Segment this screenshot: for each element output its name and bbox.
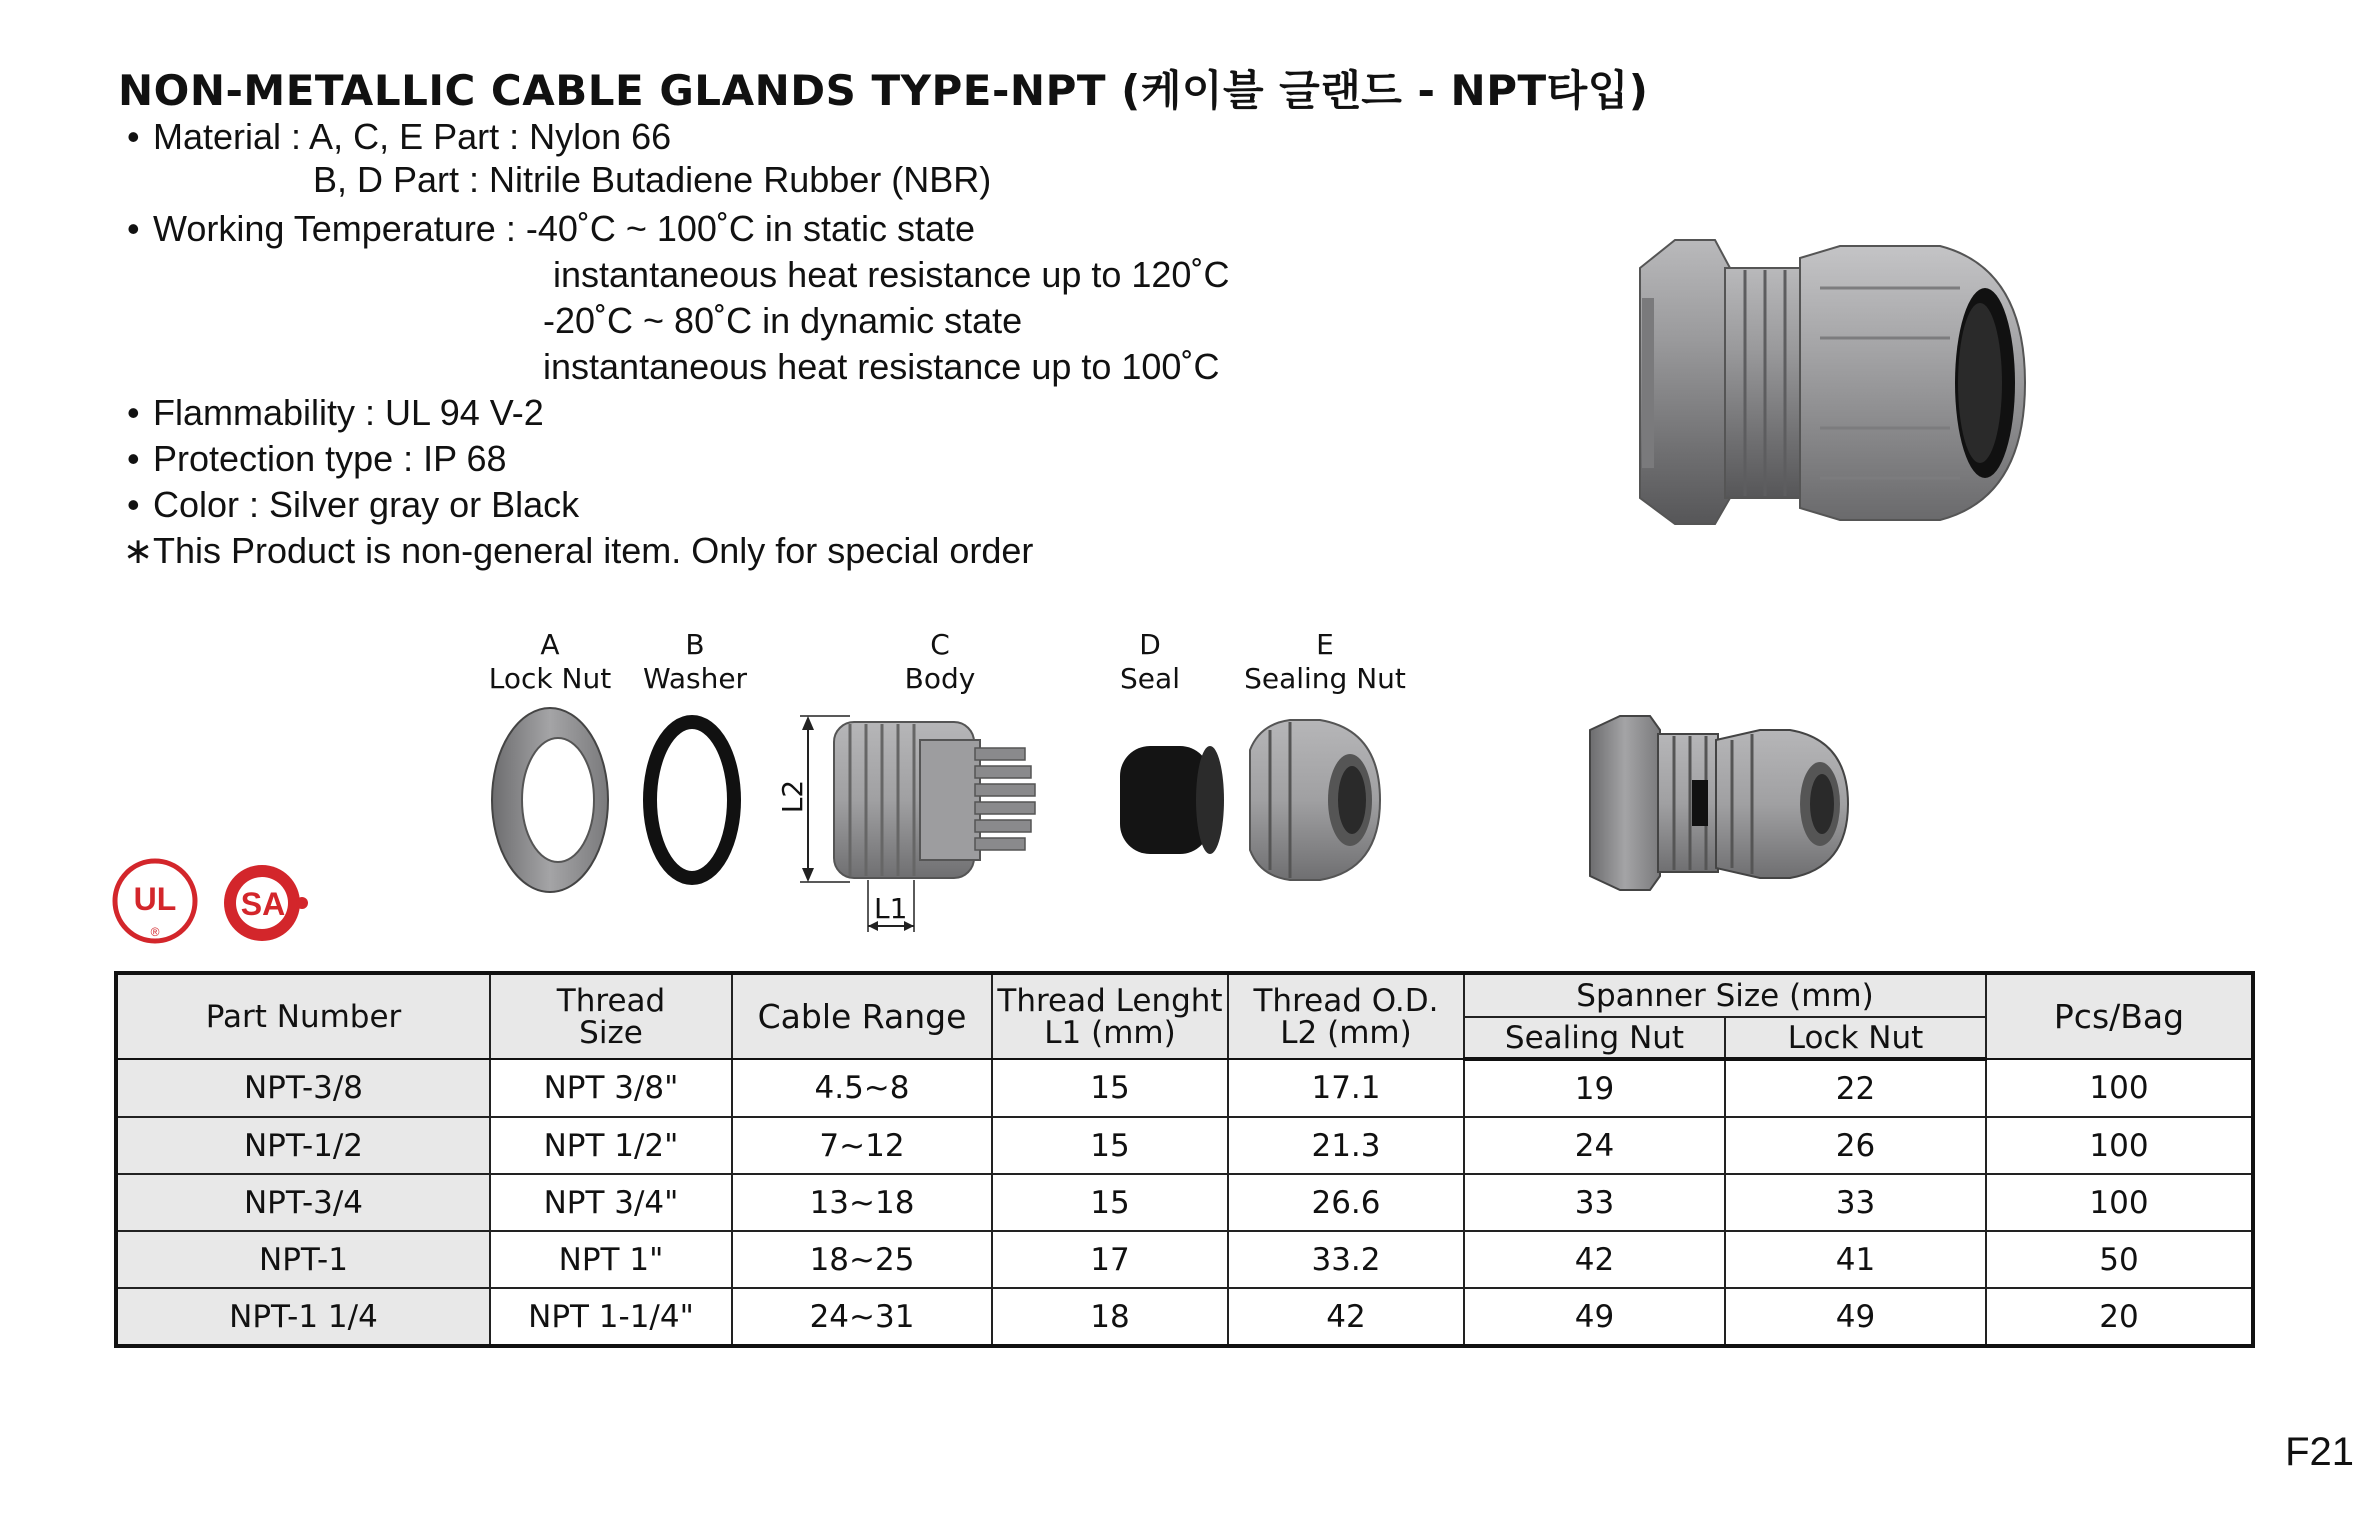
svg-text:®: ® xyxy=(150,925,160,939)
header-lock-nut: Lock Nut xyxy=(1725,1017,1986,1059)
page-title: NON-METALLIC CABLE GLANDS TYPE-NPT (케이블 글랜드 - NPT타입) xyxy=(118,66,1649,115)
cell-l2: 17.1 xyxy=(1228,1059,1464,1117)
cell-part: NPT-3/8 xyxy=(116,1059,490,1117)
cell-cable: 24~31 xyxy=(732,1288,992,1346)
table-row xyxy=(116,1231,2253,1288)
cell-l1: 15 xyxy=(992,1117,1228,1174)
spec-table xyxy=(114,971,2251,1335)
part-c-letter: C xyxy=(930,628,950,661)
svg-text:UL: UL xyxy=(133,881,177,917)
cell-l1: 17 xyxy=(992,1231,1228,1288)
header-thread-od: Thread O.D. L2 (mm) xyxy=(1228,973,1464,1059)
part-a-letter: A xyxy=(540,628,560,661)
spec-temperature-3: -20˚C ~ 80˚C in dynamic state xyxy=(543,300,1023,341)
header-thread-size: Thread Size xyxy=(490,973,732,1059)
header-cable-range: Cable Range xyxy=(732,973,992,1059)
cell-sealing: 49 xyxy=(1464,1288,1725,1346)
cell-cable: 13~18 xyxy=(732,1174,992,1231)
cell-l2: 33.2 xyxy=(1228,1231,1464,1288)
csa-logo xyxy=(222,860,312,946)
svg-text:SA: SA xyxy=(240,886,286,922)
cell-sealing: 19 xyxy=(1464,1059,1725,1117)
cell-lock: 49 xyxy=(1725,1288,1986,1346)
table-row xyxy=(116,1288,2253,1346)
cell-pcs: 100 xyxy=(1986,1059,2253,1117)
spec-material-2: B, D Part : Nitrile Butadiene Rubber (NBR) xyxy=(313,159,992,200)
cell-part: NPT-1 1/4 xyxy=(116,1288,490,1346)
cell-pcs: 20 xyxy=(1986,1288,2253,1346)
l2-label: L2 xyxy=(776,779,810,814)
part-a-name: Lock Nut xyxy=(488,662,612,695)
spec-temperature-4: instantaneous heat resistance up to 100˚C xyxy=(543,346,1220,387)
part-b-name: Washer xyxy=(642,662,748,695)
spec-flammability: • Flammability : UL 94 V-2 xyxy=(153,392,544,434)
spec-temperature-2: instantaneous heat resistance up to 120˚C xyxy=(553,254,1230,295)
cell-pcs: 50 xyxy=(1986,1231,2253,1288)
table-row xyxy=(116,1117,2253,1174)
cell-cable: 7~12 xyxy=(732,1117,992,1174)
seal-part xyxy=(1120,746,1224,854)
part-d-letter: D xyxy=(1139,628,1161,661)
cell-sealing: 33 xyxy=(1464,1174,1725,1231)
header-sealing-nut: Sealing Nut xyxy=(1464,1017,1725,1059)
ul-logo xyxy=(110,856,200,946)
header-part-number: Part Number xyxy=(116,973,490,1059)
cell-l2: 21.3 xyxy=(1228,1117,1464,1174)
cell-l1: 18 xyxy=(992,1288,1228,1346)
part-b-letter: B xyxy=(685,628,705,661)
cell-thread: NPT 1-1/4" xyxy=(490,1288,732,1346)
cell-sealing: 42 xyxy=(1464,1231,1725,1288)
spec-color: • Color : Silver gray or Black xyxy=(153,484,579,526)
spec-material: • Material : A, C, E Part : Nylon 66 xyxy=(153,116,671,158)
cell-part: NPT-3/4 xyxy=(116,1174,490,1231)
cell-pcs: 100 xyxy=(1986,1174,2253,1231)
cell-lock: 41 xyxy=(1725,1231,1986,1288)
cell-sealing: 24 xyxy=(1464,1117,1725,1174)
product-photo xyxy=(1620,228,2040,538)
header-pcs-bag: Pcs/Bag xyxy=(1986,973,2253,1059)
part-e-letter: E xyxy=(1316,628,1334,661)
exploded-diagram xyxy=(470,700,1910,940)
cell-l2: 26.6 xyxy=(1228,1174,1464,1231)
cell-pcs: 100 xyxy=(1986,1117,2253,1174)
cell-lock: 26 xyxy=(1725,1117,1986,1174)
header-spanner-size: Spanner Size (mm) xyxy=(1464,973,1986,1017)
cell-l1: 15 xyxy=(992,1059,1228,1117)
cell-cable: 18~25 xyxy=(732,1231,992,1288)
assembled-gland xyxy=(1590,716,1848,890)
header-thread-length: Thread Lenght L1 (mm) xyxy=(992,973,1228,1059)
part-e-name: Sealing Nut xyxy=(1244,662,1406,695)
page-number: F21 xyxy=(2285,1430,2354,1474)
spec-temperature: • Working Temperature : -40˚C ~ 100˚C in static state xyxy=(153,208,975,250)
cell-part: NPT-1 xyxy=(116,1231,490,1288)
cell-thread: NPT 1" xyxy=(490,1231,732,1288)
lock-nut-part xyxy=(492,708,608,892)
spec-note: ∗ This Product is non-general item. Only for special order xyxy=(153,530,1033,572)
cell-l2: 42 xyxy=(1228,1288,1464,1346)
cell-cable: 4.5~8 xyxy=(732,1059,992,1117)
sealing-nut-part xyxy=(1250,720,1380,880)
washer-part xyxy=(650,722,734,878)
body-part xyxy=(800,716,1035,932)
cell-thread: NPT 3/4" xyxy=(490,1174,732,1231)
part-c-name: Body xyxy=(904,662,976,695)
cell-thread: NPT 1/2" xyxy=(490,1117,732,1174)
cell-lock: 22 xyxy=(1725,1059,1986,1117)
cell-thread: NPT 3/8" xyxy=(490,1059,732,1117)
table-row xyxy=(116,1059,2253,1117)
l1-label: L1 xyxy=(874,892,908,925)
part-d-name: Seal xyxy=(1120,662,1180,695)
spec-protection: • Protection type : IP 68 xyxy=(153,438,507,480)
cell-part: NPT-1/2 xyxy=(116,1117,490,1174)
cell-l1: 15 xyxy=(992,1174,1228,1231)
table-row xyxy=(116,1174,2253,1231)
cell-lock: 33 xyxy=(1725,1174,1986,1231)
